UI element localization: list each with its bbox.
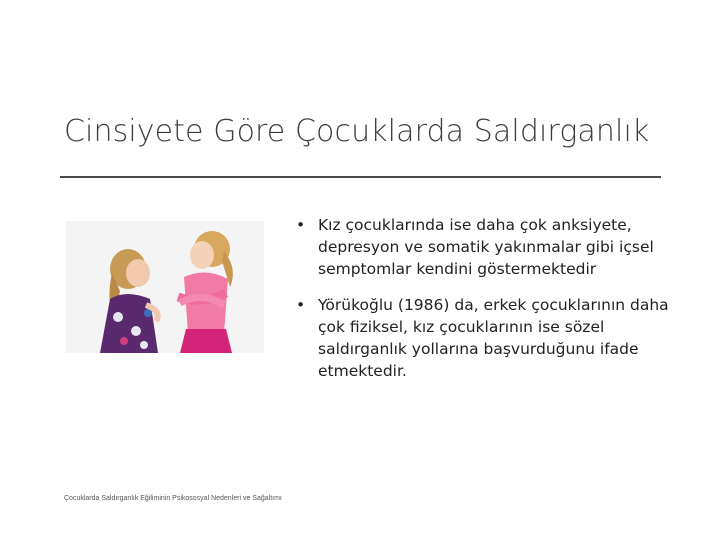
slide-footer: Çocuklarda Saldırganlık Eğiliminin Psikososyal Nedenleri ve Sağaltımı — [64, 495, 282, 502]
bullet-dot: • — [296, 216, 306, 234]
slide-title: Cinsiyete Göre Çocuklarda Saldırganlık — [64, 114, 650, 149]
title-divider — [60, 176, 661, 178]
two-girls-arguing-photo — [66, 221, 264, 353]
bullet-item — [296, 294, 676, 382]
bullet-list — [296, 214, 676, 396]
bullet-dot: • — [296, 296, 306, 314]
bullet-text: Yörükoğlu (1986) da, erkek çocuklarının daha çok fiziksel, kız çocuklarının ise sözel saldırganlık yollarına başvurduğunu ifade etmektedir. — [318, 296, 669, 380]
bullet-item — [296, 214, 676, 280]
bullet-text: Kız çocuklarında ise daha çok anksiyete, depresyon ve somatik yakınmalar gibi içsel semptomlar kendini göstermektedir — [318, 216, 654, 278]
